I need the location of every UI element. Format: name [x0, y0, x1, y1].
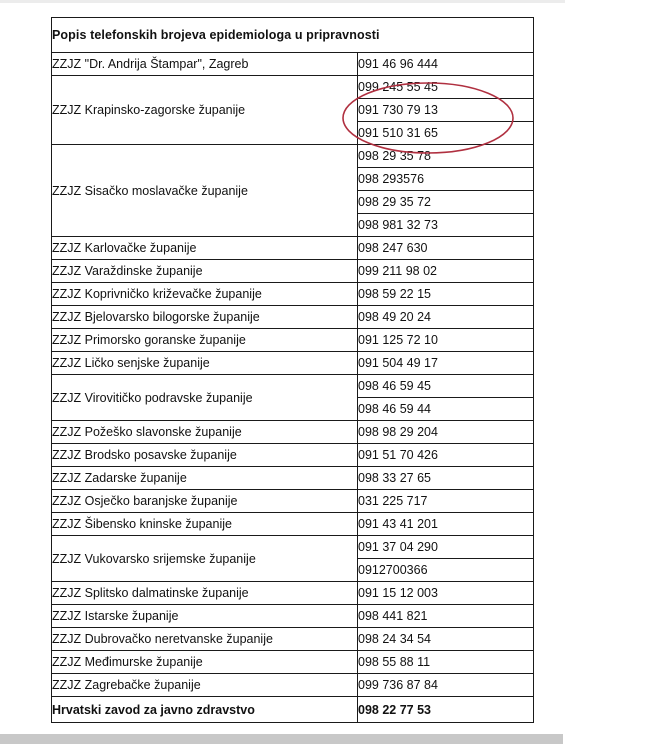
- table-row: [52, 536, 534, 559]
- table-row: [52, 421, 534, 444]
- institution-name: ZZJZ "Dr. Andrija Štampar", Zagreb: [52, 53, 358, 76]
- institution-name: ZZJZ Šibensko kninske županije: [52, 513, 358, 536]
- title-row: [52, 18, 534, 53]
- institution-name: ZZJZ Zadarske županije: [52, 467, 358, 490]
- institution-name: ZZJZ Varaždinske županije: [52, 260, 358, 283]
- institution-name: ZZJZ Osječko baranjske županije: [52, 490, 358, 513]
- phone-number: 091 51 70 426: [358, 444, 534, 467]
- table-row: [52, 651, 534, 674]
- table-row: [52, 513, 534, 536]
- phone-number: 098 29 35 78: [358, 145, 534, 168]
- institution-name: ZZJZ Vukovarsko srijemske županije: [52, 536, 358, 582]
- table-row: [52, 53, 534, 76]
- phone-number: 098 98 29 204: [358, 421, 534, 444]
- table-row: [52, 697, 534, 723]
- phone-number: 091 730 79 13: [358, 99, 534, 122]
- phone-number: 098 46 59 44: [358, 398, 534, 421]
- table-title: Popis telefonskih brojeva epidemiologa u pripravnosti: [52, 18, 534, 53]
- table-row: [52, 145, 534, 168]
- table-row: [52, 582, 534, 605]
- table-row: [52, 260, 534, 283]
- institution-name: ZZJZ Dubrovačko neretvanske županije: [52, 628, 358, 651]
- phone-number: 098 24 34 54: [358, 628, 534, 651]
- table-row: [52, 674, 534, 697]
- institution-name: ZZJZ Primorsko goranske županije: [52, 329, 358, 352]
- phone-number: 091 125 72 10: [358, 329, 534, 352]
- phone-table: [51, 17, 534, 723]
- phone-number: 099 211 98 02: [358, 260, 534, 283]
- phone-number: 099 736 87 84: [358, 674, 534, 697]
- phone-number: 098 29 35 72: [358, 191, 534, 214]
- phone-number: 098 293576: [358, 168, 534, 191]
- phone-number: 098 22 77 53: [358, 697, 534, 723]
- table-row: [52, 237, 534, 260]
- institution-name: ZZJZ Brodsko posavske županije: [52, 444, 358, 467]
- phone-number: 031 225 717: [358, 490, 534, 513]
- institution-name: ZZJZ Virovitičko podravske županije: [52, 375, 358, 421]
- table-row: [52, 467, 534, 490]
- phone-number: 091 43 41 201: [358, 513, 534, 536]
- institution-name: ZZJZ Ličko senjske županije: [52, 352, 358, 375]
- institution-name: ZZJZ Splitsko dalmatinske županije: [52, 582, 358, 605]
- phone-number: 091 510 31 65: [358, 122, 534, 145]
- phone-number: 091 15 12 003: [358, 582, 534, 605]
- phone-number: 098 49 20 24: [358, 306, 534, 329]
- institution-name: ZZJZ Sisačko moslavačke županije: [52, 145, 358, 237]
- phone-number: 098 46 59 45: [358, 375, 534, 398]
- institution-name: ZZJZ Bjelovarsko bilogorske županije: [52, 306, 358, 329]
- institution-name: ZZJZ Koprivničko križevačke županije: [52, 283, 358, 306]
- table-row: [52, 375, 534, 398]
- table-row: [52, 490, 534, 513]
- institution-name: ZZJZ Međimurske županije: [52, 651, 358, 674]
- phone-number: 091 46 96 444: [358, 53, 534, 76]
- table-row: [52, 628, 534, 651]
- table-row: [52, 329, 534, 352]
- table-row: [52, 283, 534, 306]
- table-row: [52, 444, 534, 467]
- phone-number: 091 504 49 17: [358, 352, 534, 375]
- phone-number: 0912700366: [358, 559, 534, 582]
- phone-number: 091 37 04 290: [358, 536, 534, 559]
- table-row: [52, 352, 534, 375]
- institution-name: ZZJZ Zagrebačke županije: [52, 674, 358, 697]
- table-row: [52, 605, 534, 628]
- phone-number: 098 981 32 73: [358, 214, 534, 237]
- institution-name: ZZJZ Krapinsko-zagorske županije: [52, 76, 358, 145]
- institution-name: Hrvatski zavod za javno zdravstvo: [52, 697, 358, 723]
- phone-number: 098 441 821: [358, 605, 534, 628]
- phone-number: 098 59 22 15: [358, 283, 534, 306]
- phone-number: 098 55 88 11: [358, 651, 534, 674]
- institution-name: ZZJZ Istarske županije: [52, 605, 358, 628]
- phone-number: 098 33 27 65: [358, 467, 534, 490]
- top-divider: [0, 0, 565, 3]
- phone-number: 098 247 630: [358, 237, 534, 260]
- phone-number: 099 245 55 45: [358, 76, 534, 99]
- institution-name: ZZJZ Karlovačke županije: [52, 237, 358, 260]
- table-row: [52, 76, 534, 99]
- table-row: [52, 306, 534, 329]
- institution-name: ZZJZ Požeško slavonske županije: [52, 421, 358, 444]
- horizontal-scrollbar[interactable]: [0, 734, 563, 744]
